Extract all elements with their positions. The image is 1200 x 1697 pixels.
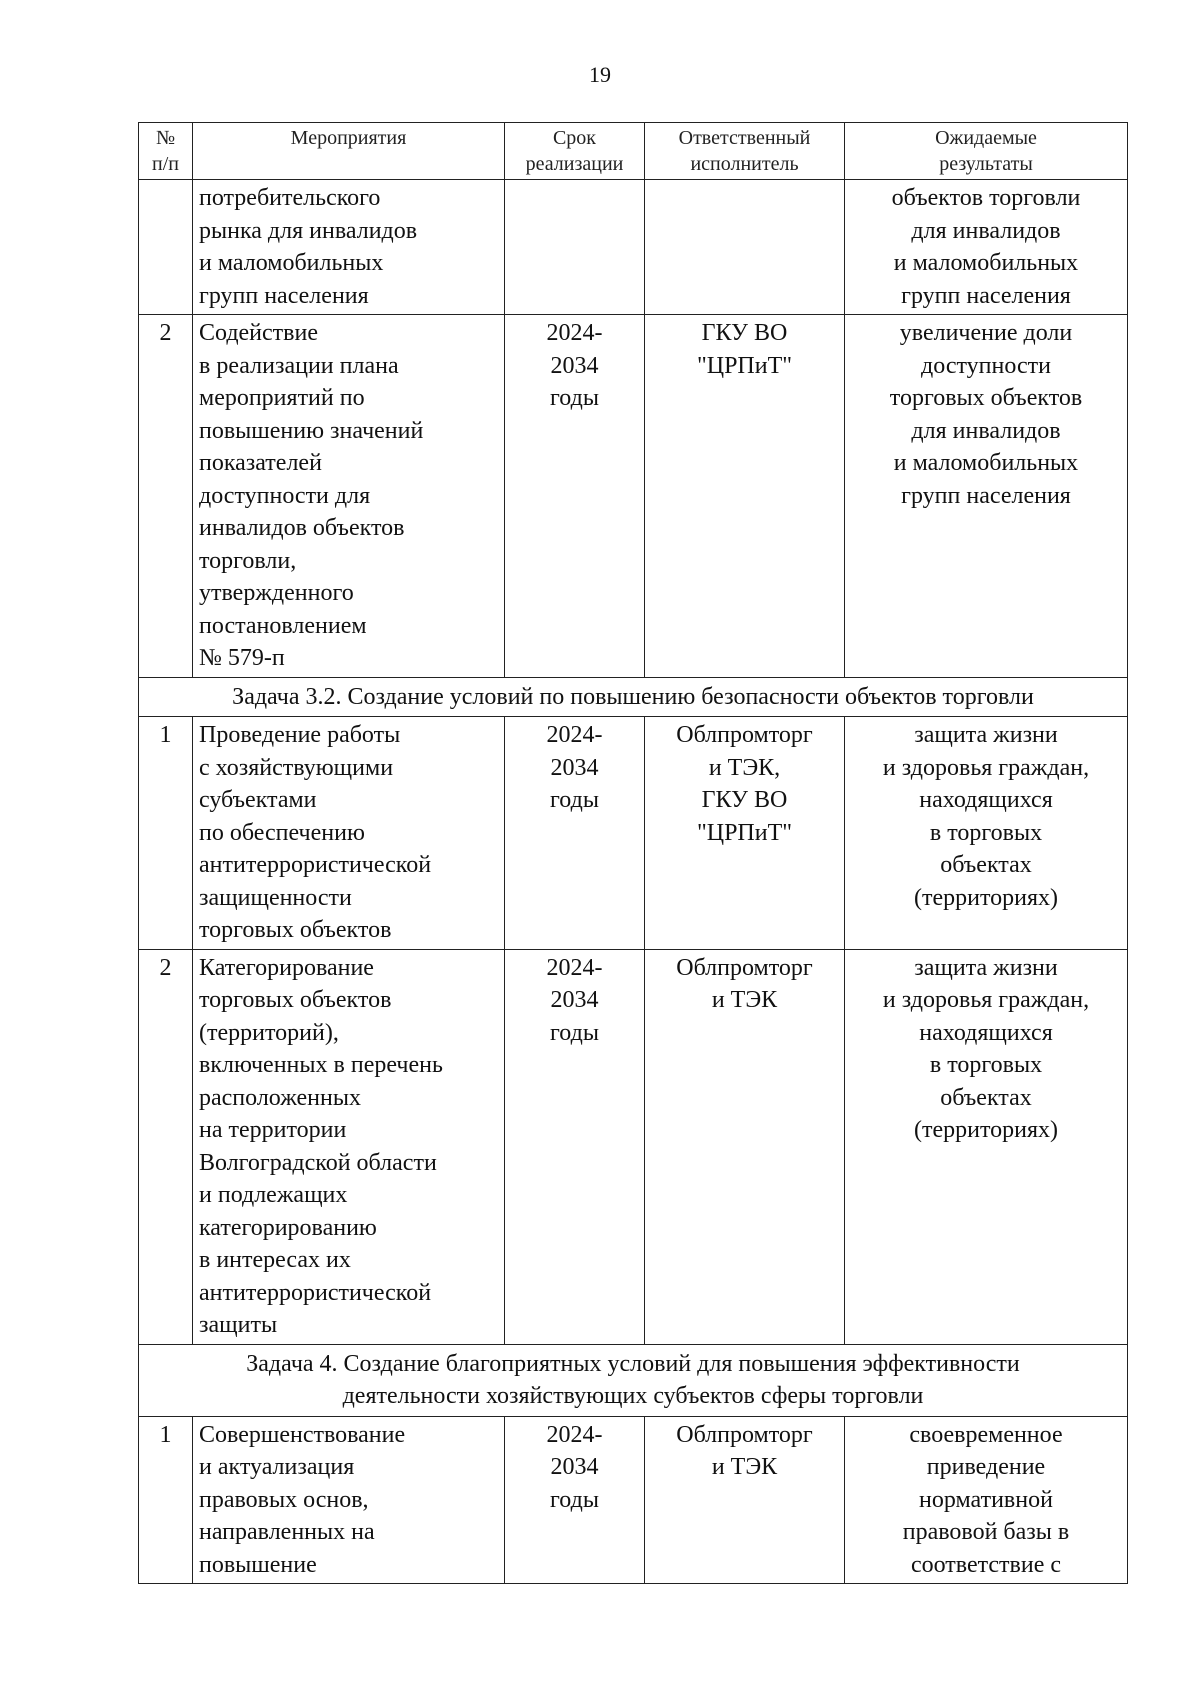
row-activity: Категорирование торговых объектов (территорий), включенных в перечень расположенных на территории Волгоградской области и подлежащих категорированию в интересах их антитеррористической защиты (193, 949, 505, 1344)
row-term: 2024- 2034 годы (505, 717, 645, 950)
table-row (139, 180, 1128, 315)
row-term: 2024- 2034 годы (505, 315, 645, 678)
row-result: защита жизни и здоровья граждан, находящихся в торговых объектах (территориях) (845, 949, 1128, 1344)
row-responsible: Облпромторг и ТЭК (645, 949, 845, 1344)
row-activity: Содействие в реализации плана мероприятий по повышению значений показателей доступности для инвалидов объектов торговли, утвержденного постановлением № 579-п (193, 315, 505, 678)
row-num: 2 (139, 949, 193, 1344)
row-activity: потребительского рынка для инвалидов и маломобильных групп населения (193, 180, 505, 315)
task-heading: Задача 3.2. Создание условий по повышению безопасности объектов торговли (139, 677, 1128, 717)
row-term: 2024- 2034 годы (505, 1416, 645, 1584)
row-term (505, 180, 645, 315)
activities-table (138, 122, 1128, 1584)
row-activity: Совершенствование и актуализация правовых основ, направленных на повышение (193, 1416, 505, 1584)
header-results: Ожидаемые результаты (845, 123, 1128, 180)
header-responsible: Ответственный исполнитель (645, 123, 845, 180)
table-header-row (139, 123, 1128, 180)
task-heading: Задача 4. Создание благоприятных условий для повышения эффективности деятельности хозяйствующих субъектов сферы торговли (139, 1344, 1128, 1416)
row-responsible: Облпромторг и ТЭК, ГКУ ВО "ЦРПиТ" (645, 717, 845, 950)
page-number: 19 (589, 62, 611, 87)
table-row (139, 315, 1128, 678)
table-row (139, 717, 1128, 950)
row-result: увеличение доли доступности торговых объектов для инвалидов и маломобильных групп населения (845, 315, 1128, 678)
row-num: 1 (139, 717, 193, 950)
row-result: своевременное приведение нормативной правовой базы в соответствие с (845, 1416, 1128, 1584)
header-term: Срок реализации (505, 123, 645, 180)
row-responsible (645, 180, 845, 315)
header-num: № п/п (139, 123, 193, 180)
row-term: 2024- 2034 годы (505, 949, 645, 1344)
row-num: 2 (139, 315, 193, 678)
row-responsible: ГКУ ВО "ЦРПиТ" (645, 315, 845, 678)
task-heading-row (139, 1344, 1128, 1416)
row-result: защита жизни и здоровья граждан, находящихся в торговых объектах (территориях) (845, 717, 1128, 950)
table-row (139, 949, 1128, 1344)
row-activity: Проведение работы с хозяйствующими субъектами по обеспечению антитеррористической защищенности торговых объектов (193, 717, 505, 950)
task-heading-row (139, 677, 1128, 717)
table-row (139, 1416, 1128, 1584)
row-num: 1 (139, 1416, 193, 1584)
row-result: объектов торговли для инвалидов и маломобильных групп населения (845, 180, 1128, 315)
row-num (139, 180, 193, 315)
header-activity: Мероприятия (193, 123, 505, 180)
row-responsible: Облпромторг и ТЭК (645, 1416, 845, 1584)
